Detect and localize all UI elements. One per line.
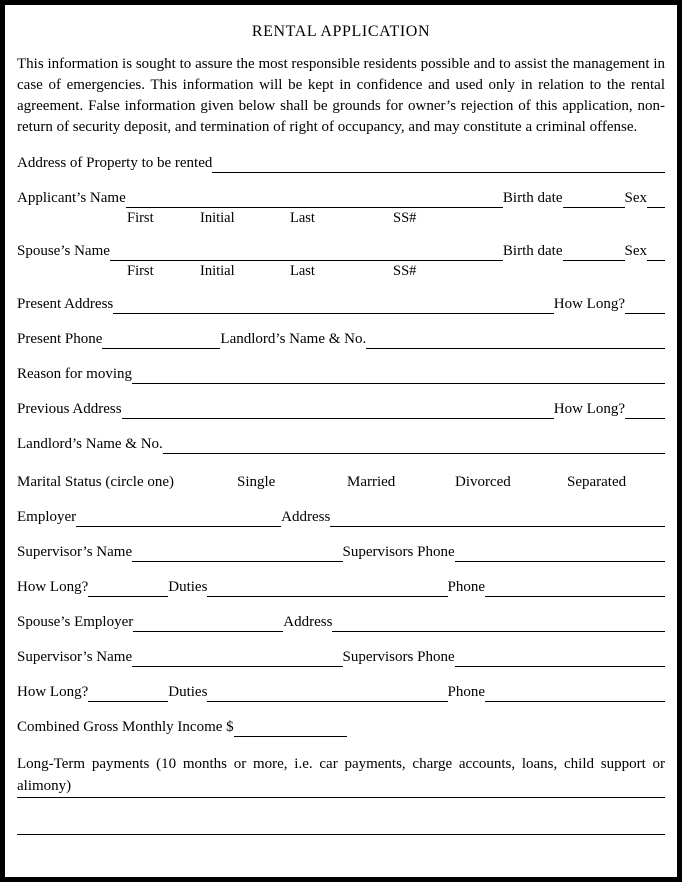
property-address-line[interactable] bbox=[212, 158, 665, 173]
spouse-supervisor-name-label: Supervisor’s Name bbox=[17, 649, 133, 665]
spouse-phone-line[interactable] bbox=[485, 687, 665, 702]
income-line[interactable] bbox=[234, 722, 347, 737]
spouse-employer-label: Spouse’s Employer bbox=[17, 614, 134, 630]
spouse-employer-address-label: Address bbox=[283, 614, 333, 630]
spouse-phone-label: Phone bbox=[447, 684, 485, 700]
spouse-supervisor-phone-label: Supervisors Phone bbox=[342, 649, 455, 665]
applicant-name-label: Applicant’s Name bbox=[17, 190, 126, 206]
supervisor-phone-label: Supervisors Phone bbox=[342, 544, 455, 560]
present-landlord-line[interactable] bbox=[366, 334, 665, 349]
spouse-howlong-label: How Long? bbox=[17, 684, 89, 700]
caption-ssn: SS# bbox=[393, 210, 417, 226]
income-label: Combined Gross Monthly Income $ bbox=[17, 719, 234, 735]
applicant-name-line[interactable] bbox=[126, 193, 503, 208]
spouse-name-label: Spouse’s Name bbox=[17, 243, 110, 259]
present-landlord-label: Landlord’s Name & No. bbox=[220, 331, 367, 347]
applicant-sex-line[interactable] bbox=[647, 193, 665, 208]
previous-landlord-line[interactable] bbox=[163, 439, 665, 454]
phone-line[interactable] bbox=[485, 582, 665, 597]
page-title: RENTAL APPLICATION bbox=[251, 23, 431, 40]
applicant-name-captions bbox=[17, 209, 665, 226]
caption-initial: Initial bbox=[200, 263, 235, 279]
spouse-supervisor-name-line[interactable] bbox=[132, 652, 342, 667]
previous-address-howlong-line[interactable] bbox=[625, 404, 665, 419]
previous-landlord-row bbox=[17, 434, 665, 454]
caption-first: First bbox=[127, 263, 154, 279]
present-phone-line[interactable] bbox=[102, 334, 220, 349]
marital-option-divorced[interactable]: Divorced bbox=[455, 474, 511, 490]
spouse-birthdate-label: Birth date bbox=[502, 243, 563, 259]
spouse-sex-line[interactable] bbox=[647, 246, 665, 261]
spouse-duties-line[interactable] bbox=[207, 687, 447, 702]
marital-option-single[interactable]: Single bbox=[237, 474, 276, 490]
long-term-payments-label: Long-Term payments (10 months or more, i.e. car payments, charge accounts, loans, child support or alimony) bbox=[17, 756, 665, 794]
previous-address-howlong-label: How Long? bbox=[553, 401, 625, 417]
property-address-label: Address of Property to be rented bbox=[17, 155, 213, 171]
present-address-line[interactable] bbox=[113, 299, 554, 314]
caption-last: Last bbox=[290, 210, 315, 226]
long-term-fill-line-1[interactable] bbox=[17, 797, 665, 798]
spouse-supervisor-phone-line[interactable] bbox=[455, 652, 665, 667]
spouse-employer-address-line[interactable] bbox=[332, 617, 665, 632]
spouse-duties-label: Duties bbox=[168, 684, 208, 700]
reason-moving-line[interactable] bbox=[132, 369, 665, 384]
duties-line[interactable] bbox=[207, 582, 447, 597]
employer-label: Employer bbox=[17, 509, 77, 525]
present-phone-label: Present Phone bbox=[17, 331, 103, 347]
present-phone-row bbox=[17, 329, 665, 349]
employer-address-line[interactable] bbox=[330, 512, 665, 527]
supervisor-row bbox=[17, 542, 665, 562]
present-address-row bbox=[17, 294, 665, 314]
spouse-supervisor-row bbox=[17, 647, 665, 667]
supervisor-name-label: Supervisor’s Name bbox=[17, 544, 133, 560]
caption-first: First bbox=[127, 210, 154, 226]
marital-option-separated[interactable]: Separated bbox=[567, 474, 627, 490]
present-address-howlong-label: How Long? bbox=[553, 296, 625, 312]
spouse-name-row bbox=[17, 241, 665, 261]
employment-detail-row bbox=[17, 577, 665, 597]
howlong-line[interactable] bbox=[88, 582, 168, 597]
spouse-birthdate-line[interactable] bbox=[563, 246, 625, 261]
howlong-label: How Long? bbox=[17, 579, 89, 595]
marital-option-married[interactable]: Married bbox=[347, 474, 396, 490]
caption-initial: Initial bbox=[200, 210, 235, 226]
previous-address-row bbox=[17, 399, 665, 419]
phone-label: Phone bbox=[447, 579, 485, 595]
supervisor-phone-line[interactable] bbox=[455, 547, 665, 562]
property-address-row bbox=[17, 153, 665, 173]
spouse-name-line[interactable] bbox=[110, 246, 503, 261]
reason-moving-label: Reason for moving bbox=[17, 366, 132, 382]
previous-landlord-label: Landlord’s Name & No. bbox=[17, 436, 163, 452]
long-term-fill-line-2[interactable] bbox=[17, 834, 665, 835]
previous-address-line[interactable] bbox=[122, 404, 554, 419]
marital-status-row bbox=[17, 472, 665, 492]
spouse-howlong-line[interactable] bbox=[88, 687, 168, 702]
previous-address-label: Previous Address bbox=[17, 401, 122, 417]
spouse-employer-line[interactable] bbox=[133, 617, 283, 632]
intro-paragraph: This information is sought to assure the most responsible residents possible and to assist the management in case of emergencies. This information will be kept in confidence and used only in relation to the rental agreement. False information given below shall be grounds for owner’s rejection of this application, non-return of security deposit, and termination of right of occupancy, and may constitute a criminal offense. bbox=[17, 56, 665, 135]
employer-line[interactable] bbox=[76, 512, 281, 527]
present-address-howlong-line[interactable] bbox=[625, 299, 665, 314]
employer-address-label: Address bbox=[281, 509, 331, 525]
duties-label: Duties bbox=[168, 579, 208, 595]
income-row bbox=[17, 717, 665, 737]
applicant-sex-label: Sex bbox=[624, 190, 647, 206]
spouse-sex-label: Sex bbox=[624, 243, 647, 259]
spouse-name-captions bbox=[17, 262, 665, 279]
spouse-employment-detail-row bbox=[17, 682, 665, 702]
applicant-name-row bbox=[17, 188, 665, 208]
marital-status-label: Marital Status (circle one) bbox=[17, 474, 175, 490]
caption-ssn: SS# bbox=[393, 263, 417, 279]
employer-row bbox=[17, 507, 665, 527]
reason-moving-row bbox=[17, 364, 665, 384]
present-address-label: Present Address bbox=[17, 296, 114, 312]
spouse-employer-row bbox=[17, 612, 665, 632]
caption-last: Last bbox=[290, 263, 315, 279]
supervisor-name-line[interactable] bbox=[132, 547, 342, 562]
applicant-birthdate-line[interactable] bbox=[563, 193, 625, 208]
applicant-birthdate-label: Birth date bbox=[502, 190, 563, 206]
